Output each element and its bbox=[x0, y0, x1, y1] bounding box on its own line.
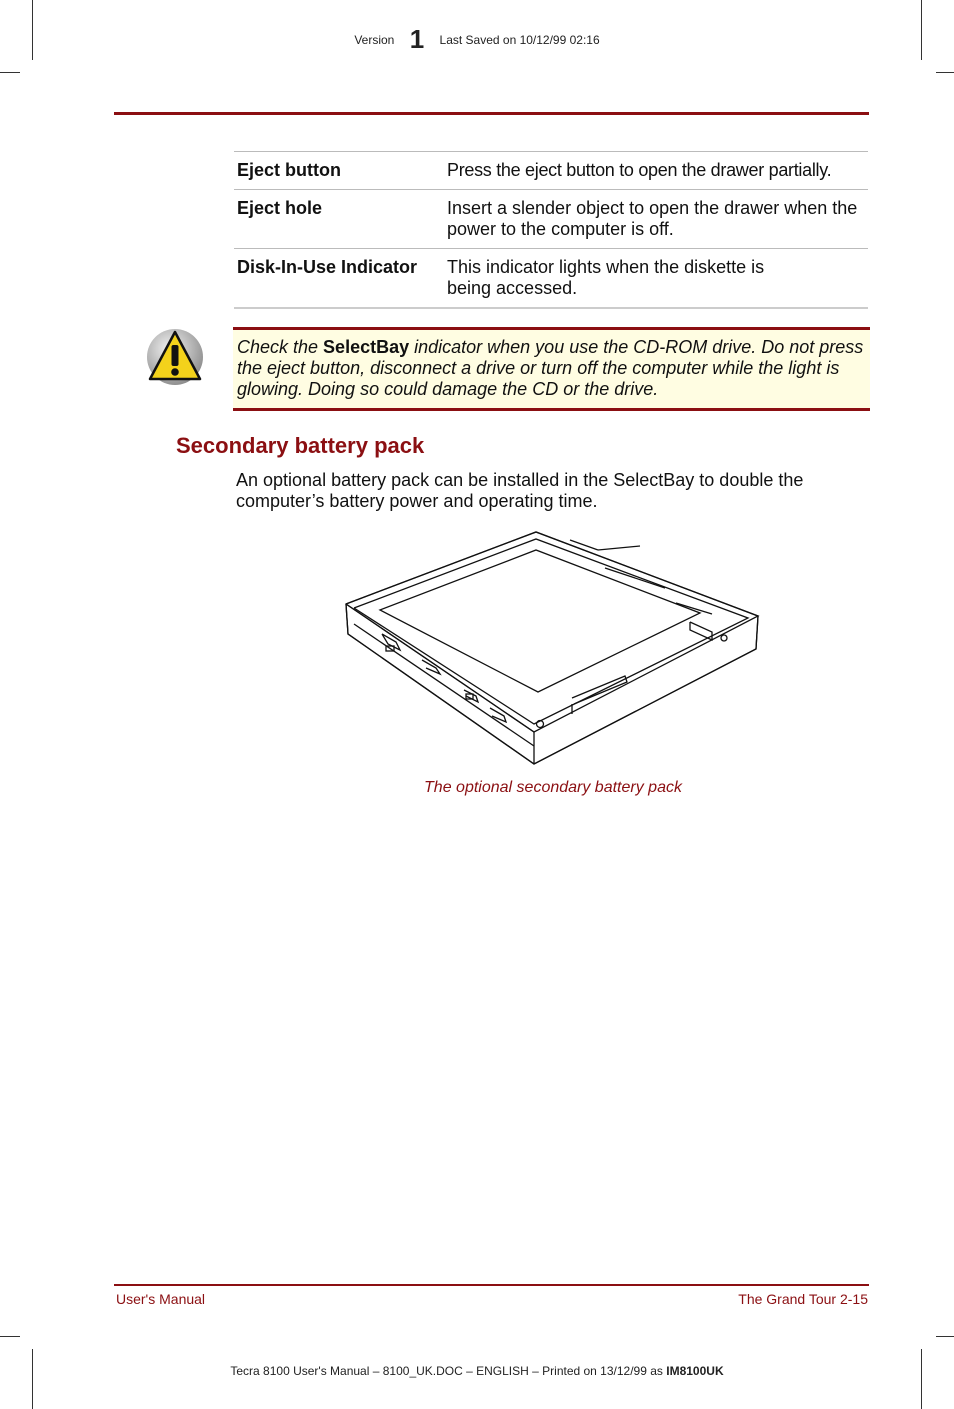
crop-mark bbox=[921, 1349, 922, 1409]
footer-right: The Grand Tour 2-15 bbox=[738, 1291, 868, 1307]
last-saved: Last Saved on 10/12/99 02:16 bbox=[439, 33, 600, 47]
print-line: Tecra 8100 User's Manual – 8100_UK.DOC – ENGLISH – Printed on 13/12/99 as IM8100UK bbox=[230, 1364, 724, 1378]
table-row bbox=[234, 190, 868, 249]
section-heading: Secondary battery pack bbox=[176, 433, 425, 458]
page-header bbox=[0, 24, 954, 55]
footer-rule bbox=[114, 1284, 869, 1286]
warning-icon bbox=[144, 327, 206, 387]
term-cell: Eject button bbox=[237, 160, 341, 180]
table-row bbox=[234, 152, 868, 190]
version-number: 1 bbox=[409, 24, 425, 54]
table-row bbox=[234, 249, 868, 309]
section-body: An optional battery pack can be installed in the SelectBay to double the computer’s battery power and operating time. bbox=[236, 470, 804, 511]
crop-mark bbox=[936, 1336, 954, 1337]
crop-mark bbox=[936, 72, 954, 73]
crop-mark bbox=[0, 72, 20, 73]
print-code: IM8100UK bbox=[666, 1364, 724, 1378]
caution-bold: SelectBay bbox=[323, 337, 410, 357]
battery-pack-illustration bbox=[340, 528, 764, 768]
desc-cell: Insert a slender object to open the drawer when the power to the computer is off. bbox=[447, 198, 858, 239]
term-cell: Eject hole bbox=[237, 198, 323, 218]
desc-cell: Press the eject button to open the drawer partially. bbox=[447, 160, 832, 180]
desc-cell: This indicator lights when the diskette is being accessed. bbox=[447, 257, 765, 298]
crop-mark bbox=[32, 1349, 33, 1409]
spec-table bbox=[234, 151, 868, 309]
caution-text: Check the SelectBay indicator when you use the CD-ROM drive. Do not press the eject button, disconnect a drive or turn off the computer while the light is glowing. Doing so could damage the CD or the drive. bbox=[237, 337, 864, 399]
caution-note bbox=[233, 327, 870, 411]
term-cell: Disk-In-Use Indicator bbox=[237, 257, 418, 277]
footer-left: User's Manual bbox=[116, 1291, 206, 1307]
version-label: Version bbox=[354, 33, 395, 47]
figure-caption: The optional secondary battery pack bbox=[424, 779, 682, 796]
crop-mark bbox=[0, 1336, 20, 1337]
header-rule bbox=[114, 112, 869, 115]
